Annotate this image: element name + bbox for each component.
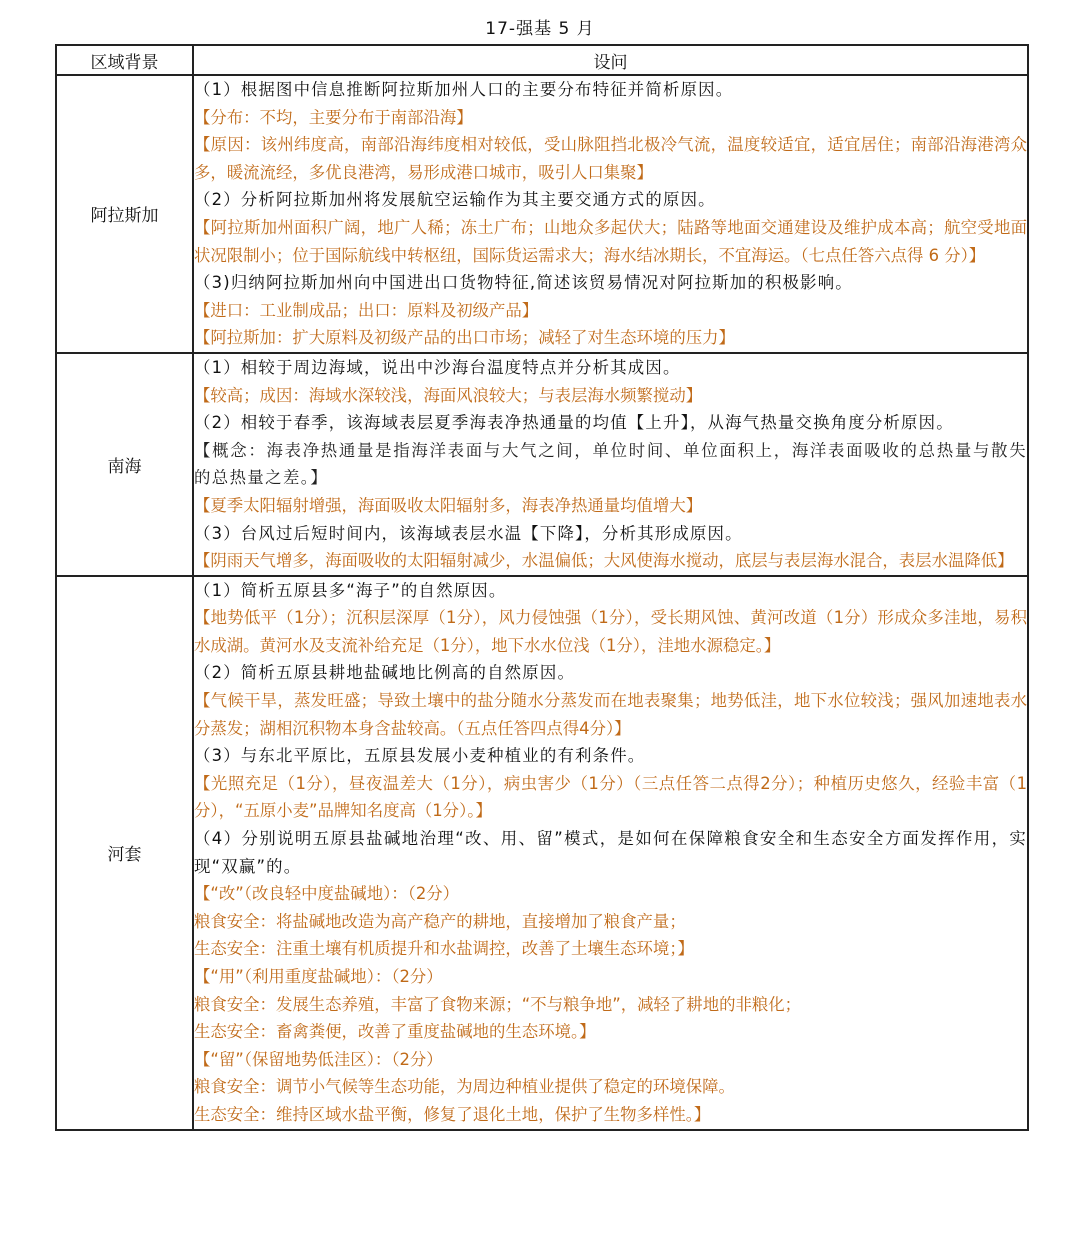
question-line: （3）与东北平原比，五原县发展小麦种植业的有利条件。 — [194, 746, 646, 766]
answer-line: 【“改”（改良轻中度盐碱地）：（2分） — [194, 884, 460, 904]
question-line: （1）相较于周边海域，说出中沙海台温度特点并分析其成因。 — [194, 357, 681, 377]
answer-line: 【地势低平（1分）；沉积层深厚（1分），风力侵蚀强（1分），受长期风蚀、黄河改道（1分）形成众多洼地，易积水成湖。黄河水及支流补给充足（1分），地下水水位浅（1分），洼地水源稳定。】 — [194, 608, 1027, 655]
region-cell: 河套 — [56, 576, 193, 1130]
answer-line: 【光照充足（1分），昼夜温差大（1分），病虫害少（1分）（三点任答二点得2分）；种植历史悠久，经验丰富（1分），“五原小麦”品牌知名度高（1分）。】 — [194, 773, 1027, 821]
question-line: （4）分别说明五原县盐碱地治理“改、用、留”模式，是如何在保障粮食安全和生态安全方面发挥作用，实现“双赢”的。 — [194, 829, 1027, 876]
answer-line: 【阿拉斯加州面积广阔，地广人稀；冻土广布；山地众多起伏大；陆路等地面交通建设及维护成本高；航空受地面状况限制小；位于国际航线中转枢纽，国际货运需求大；海水结冰期长，不宜海运。（七点任答六点得 6 分）】 — [194, 217, 1027, 265]
answer-line: 粮食安全：将盐碱地改造为高产稳产的耕地，直接增加了粮食产量； — [194, 911, 686, 931]
answer-line: 【“留”（保留地势低洼区）：（2分） — [194, 1049, 443, 1069]
header-questions: 设问 — [193, 45, 1028, 75]
question-line: （2）简析五原县耕地盐碱地比例高的自然原因。 — [194, 663, 576, 683]
answer-line: 【较高；成因：海域水深较浅，海面风浪较大；与表层海水频繁搅动】 — [194, 385, 703, 405]
answer-line: 【原因：该州纬度高，南部沿海纬度相对较低，受山脉阻挡北极冷气流，温度较适宜，适宜居住；南部沿海港湾众多，暖流流经，多优良港湾，易形成港口城市，吸引人口集聚】 — [194, 135, 1027, 182]
question-line: （3)归纳阿拉斯加州向中国进出口货物特征,简述该贸易情况对阿拉斯加的积极影响。 — [194, 273, 853, 293]
question-line: （1）根据图中信息推断阿拉斯加州人口的主要分布特征并简析原因。 — [194, 80, 734, 99]
question-cell — [193, 75, 1028, 353]
answer-line: 【阴雨天气增多，海面吸收的太阳辐射减少，水温偏低；大风使海水搅动，底层与表层海水混合，表层水温降低】 — [194, 551, 1014, 571]
table-header-row — [56, 45, 1028, 75]
answer-line: 【阿拉斯加：扩大原料及初级产品的出口市场；减轻了对生态环境的压力】 — [194, 328, 735, 348]
question-cell — [193, 576, 1028, 1130]
answer-line: 生态安全：维持区域水盐平衡，修复了退化土地，保护了生物多样性。】 — [194, 1104, 711, 1124]
question-line: （2）分析阿拉斯加州将发展航空运输作为其主要交通方式的原因。 — [194, 190, 716, 210]
table-row — [56, 576, 1028, 1130]
answer-line: 【“用”（利用重度盐碱地）：（2分） — [194, 967, 443, 986]
answer-line: 【进口：工业制成品；出口：原料及初级产品】 — [194, 300, 539, 320]
question-line: （1）简析五原县多“海子”的自然原因。 — [194, 580, 507, 600]
answer-line: 【夏季太阳辐射增强，海面吸收太阳辐射多，海表净热通量均值增大】 — [194, 495, 703, 515]
table-row — [56, 75, 1028, 353]
answer-line: 粮食安全：调节小气候等生态功能，为周边种植业提供了稳定的环境保障。 — [194, 1077, 735, 1097]
answer-line: 生态安全：注重土壤有机质提升和水盐调控，改善了土壤生态环境；】 — [194, 939, 694, 959]
table-row — [56, 353, 1028, 576]
answer-line: 生态安全：畜禽粪便，改善了重度盐碱地的生态环境。】 — [194, 1022, 596, 1042]
answer-line: 粮食安全：发展生态养殖，丰富了食物来源；“不与粮争地”，减轻了耕地的非粮化； — [194, 994, 802, 1014]
question-cell — [193, 353, 1028, 576]
region-cell: 阿拉斯加 — [56, 75, 193, 353]
definition-line: 【概念：海表净热通量是指海洋表面与大气之间，单位时间、单位面积上，海洋表面吸收的总热量与散失的总热量之差。】 — [194, 440, 1027, 488]
question-line: （2）相较于春季，该海域表层夏季海表净热通量的均值【上升】，从海气热量交换角度分析原因。 — [194, 413, 954, 433]
answer-line: 【分布：不均，主要分布于南部沿海】 — [194, 107, 473, 127]
answer-line: 【气候干旱，蒸发旺盛；导致土壤中的盐分随水分蒸发而在地表聚集；地势低洼，地下水位较浅；强风加速地表水分蒸发；湖相沉积物本身含盐较高。（五点任答四点得4分）】 — [194, 691, 1027, 738]
region-cell: 南海 — [56, 353, 193, 576]
question-line: （3）台风过后短时间内，该海域表层水温【下降】，分析其形成原因。 — [194, 523, 743, 543]
document-title: 17-强基 5 月 — [485, 19, 595, 39]
question-table — [55, 44, 1029, 1131]
header-region: 区域背景 — [56, 45, 193, 75]
